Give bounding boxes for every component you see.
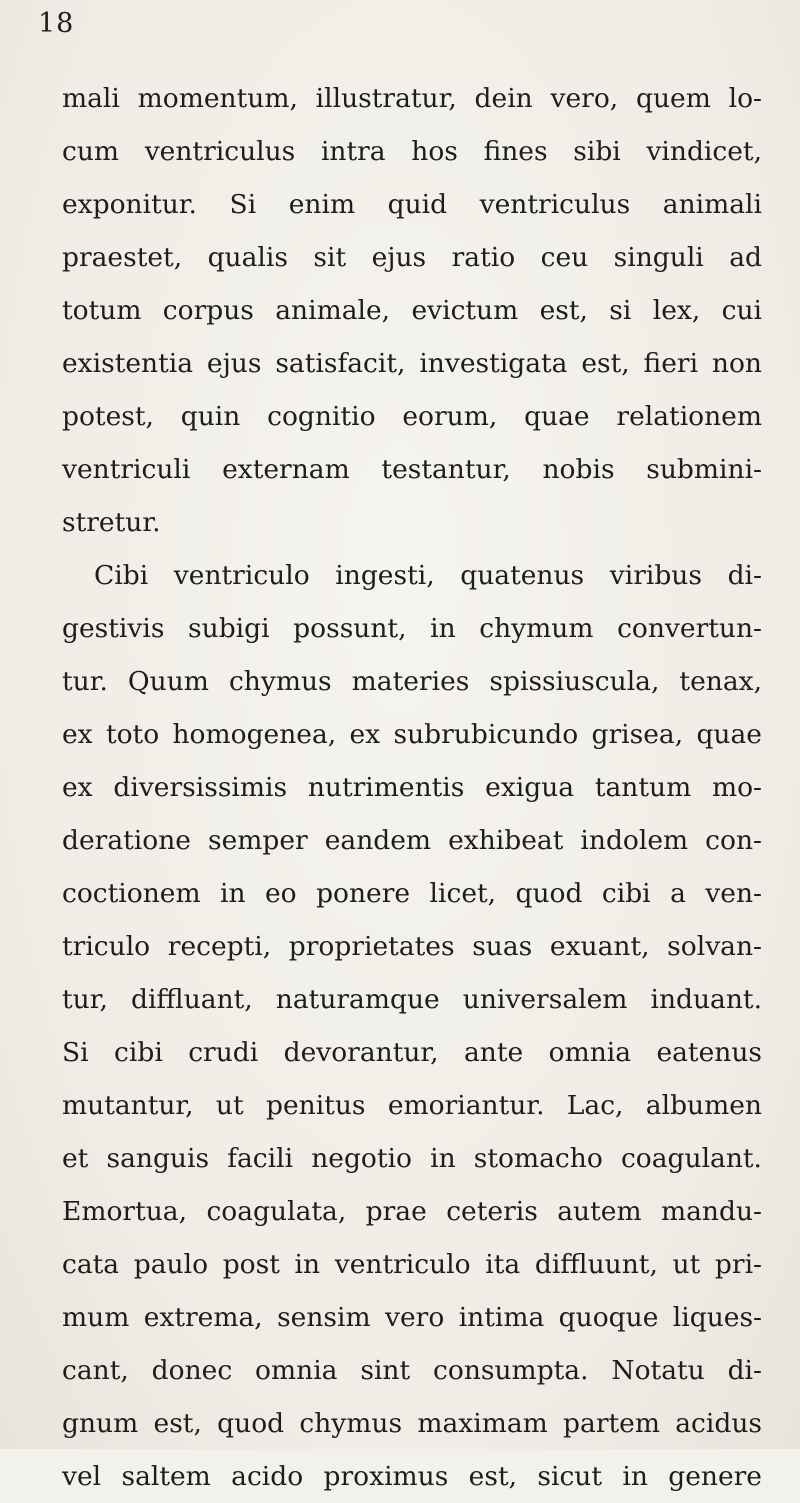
paragraph-start-line: Cibi ventriculo ingesti, quatenus viribus di- — [94, 560, 762, 591]
text-line: potest, quin cognitio eorum, quae relationem — [62, 401, 762, 432]
text-line: vel saltem acido proximus est, sicut in genere — [62, 1461, 762, 1492]
text-line: existentia ejus satisfacit, investigata est, fieri non — [62, 348, 762, 379]
text-line: praestet, qualis sit ejus ratio ceu singuli ad — [62, 242, 762, 273]
paragraph-end-line: stretur. — [62, 507, 161, 538]
text-line: deratione semper eandem exhibeat indolem con- — [62, 825, 762, 856]
text-line: ex toto homogenea, ex subrubicundo grisea, quae — [62, 719, 762, 750]
body-text — [62, 72, 762, 1503]
text-line: exponitur. Si enim quid ventriculus animali — [62, 189, 762, 220]
text-line: et sanguis facili negotio in stomacho coagulant. — [62, 1143, 762, 1174]
text-line: ex diversissimis nutrimentis exigua tantum mo- — [62, 772, 762, 803]
text-line: ventriculi externam testantur, nobis submini- — [62, 454, 762, 485]
text-line: mum extrema, sensim vero intima quoque liques- — [62, 1302, 762, 1333]
text-line: coctionem in eo ponere licet, quod cibi a ven- — [62, 878, 762, 909]
page-number: 18 — [38, 8, 75, 39]
text-line: mutantur, ut penitus emoriantur. Lac, albumen — [62, 1090, 762, 1121]
text-line: tur. Quum chymus materies spissiuscula, tenax, — [62, 666, 762, 697]
text-line: mali momentum, illustratur, dein vero, quem lo- — [62, 83, 762, 114]
text-line: totum corpus animale, evictum est, si lex, cui — [62, 295, 762, 326]
text-line: Si cibi crudi devorantur, ante omnia eatenus — [62, 1037, 762, 1068]
text-line: triculo recepti, proprietates suas exuant, solvan- — [62, 931, 762, 962]
text-line: cum ventriculus intra hos fines sibi vindicet, — [62, 136, 762, 167]
text-line: gnum est, quod chymus maximam partem acidus — [62, 1408, 762, 1439]
text-line: cant, donec omnia sint consumpta. Notatu di- — [62, 1355, 762, 1386]
text-line: Emortua, coagulata, prae ceteris autem mandu- — [62, 1196, 762, 1227]
text-line: cata paulo post in ventriculo ita diffluunt, ut pri- — [62, 1249, 762, 1280]
text-line: gestivis subigi possunt, in chymum convertun- — [62, 613, 762, 644]
text-line: tur, diffluant, naturamque universalem induant. — [62, 984, 762, 1015]
